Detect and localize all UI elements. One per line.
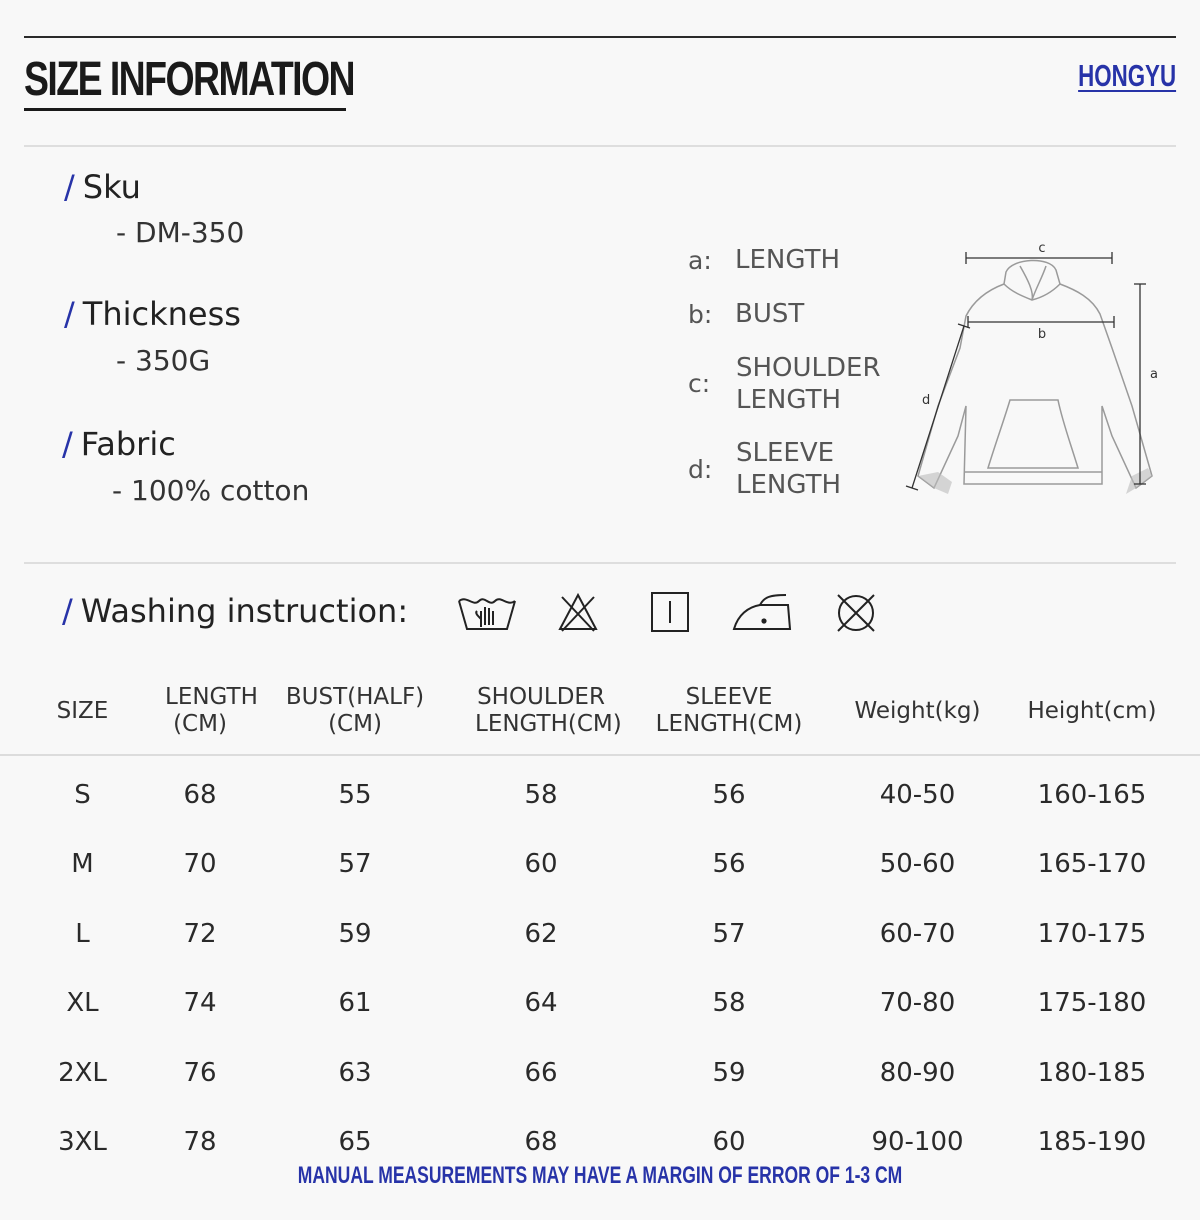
cell-shoulder: 58: [524, 779, 558, 810]
diagram-label-a: a: [1150, 367, 1158, 382]
cell-size: M: [71, 849, 94, 880]
legend-text-d: SLEEVE LENGTH: [736, 438, 842, 500]
cell-weight: 80-90: [879, 1057, 956, 1088]
cell-sleeve: 56: [712, 779, 746, 810]
table-row: [0, 830, 1200, 900]
legend-text-c: SHOULDER LENGTH: [736, 353, 881, 415]
col-header-sleeve: SLEEVE LENGTH(CM): [607, 668, 851, 755]
cell-bust: 61: [338, 988, 372, 1019]
col-header-shoulder: SHOULDER LENGTH(CM): [475, 668, 607, 755]
cell-shoulder: 62: [524, 918, 558, 949]
cell-bust: 57: [338, 849, 372, 880]
legend-key-d: d:: [688, 455, 713, 484]
cell-size: 2XL: [58, 1057, 107, 1088]
diagram-label-c: c: [1038, 241, 1046, 256]
table-row: [0, 1038, 1200, 1108]
cell-weight: 70-80: [879, 988, 956, 1019]
spec-sku-value: - DM-350: [116, 216, 245, 249]
title-underline: [24, 108, 346, 111]
legend-key-c: c:: [688, 369, 711, 398]
cell-shoulder: 64: [524, 988, 558, 1019]
cell-weight: 40-50: [879, 779, 956, 810]
legend-text-b: BUST: [735, 299, 805, 329]
spec-thickness-label: / Thickness: [64, 295, 241, 333]
legend-key-b: b:: [688, 300, 713, 329]
cell-size: XL: [66, 988, 99, 1019]
brand-logo: HONGYU: [1078, 58, 1176, 93]
cell-length: 72: [183, 918, 217, 949]
cell-bust: 59: [338, 918, 372, 949]
col-header-length: LENGTH (CM): [165, 668, 235, 755]
col-header-bust: BUST(HALF) (CM): [235, 668, 475, 755]
cell-height: 165-170: [1037, 849, 1147, 880]
measurement-disclaimer: MANUAL MEASUREMENTS MAY HAVE A MARGIN OF ERROR OF 1-3 CM: [297, 1162, 903, 1189]
cell-height: 170-175: [1037, 918, 1147, 949]
col-header-size: SIZE: [0, 668, 165, 755]
cell-bust: 63: [338, 1057, 372, 1088]
washing-instruction-label: / Washing instruction:: [62, 592, 409, 630]
cell-sleeve: 59: [712, 1057, 746, 1088]
cell-length: 76: [183, 1057, 217, 1088]
iron-low-icon: [730, 589, 794, 637]
diagram-label-d: d: [922, 393, 931, 408]
measurement-lines: [906, 252, 1146, 490]
cell-bust: 55: [338, 779, 372, 810]
table-row: [0, 755, 1200, 830]
cell-shoulder: 68: [524, 1127, 558, 1158]
cell-height: 160-165: [1037, 779, 1147, 810]
section-divider: [24, 145, 1176, 147]
cell-height: 180-185: [1037, 1057, 1147, 1088]
cell-height: 185-190: [1037, 1127, 1147, 1158]
diagram-label-b: b: [1037, 327, 1047, 342]
cell-length: 74: [183, 988, 217, 1019]
cell-size: 3XL: [58, 1127, 107, 1158]
section-divider: [24, 562, 1176, 564]
top-rule: [24, 36, 1176, 38]
cell-sleeve: 58: [712, 988, 746, 1019]
spec-sku-label: / Sku: [64, 168, 141, 206]
cell-weight: 90-100: [871, 1127, 964, 1158]
legend-key-a: a:: [688, 246, 712, 275]
cell-sleeve: 56: [712, 849, 746, 880]
col-header-height: Height(cm): [984, 668, 1200, 755]
spec-thickness-value: - 350G: [116, 344, 211, 377]
hoodie-outline: [918, 260, 1152, 488]
cell-weight: 50-60: [879, 849, 956, 880]
spec-fabric-label: / Fabric: [62, 425, 176, 463]
hoodie-measurement-diagram: [900, 236, 1170, 506]
table-row: [0, 969, 1200, 1039]
do-not-tumble-dry-icon: [824, 589, 888, 637]
cell-sleeve: 57: [712, 918, 746, 949]
legend-text-a: LENGTH: [735, 245, 841, 275]
cell-length: 70: [183, 849, 217, 880]
cell-length: 68: [183, 779, 217, 810]
cell-height: 175-180: [1037, 988, 1147, 1019]
col-header-weight: Weight(kg): [851, 668, 984, 755]
cell-shoulder: 66: [524, 1057, 558, 1088]
page-title: SIZE INFORMATION: [24, 53, 355, 106]
cell-shoulder: 60: [524, 849, 558, 880]
hang-dry-icon: [638, 589, 702, 637]
cell-size: L: [75, 918, 90, 949]
table-row: [0, 899, 1200, 969]
cell-weight: 60-70: [879, 918, 956, 949]
hand-wash-icon: [455, 589, 519, 637]
spec-fabric-value: - 100% cotton: [112, 474, 310, 507]
cell-sleeve: 60: [712, 1127, 746, 1158]
cell-length: 78: [183, 1127, 217, 1158]
cell-bust: 65: [338, 1127, 372, 1158]
do-not-bleach-icon: [546, 589, 610, 637]
size-table: [0, 668, 1200, 1177]
cell-size: S: [74, 779, 91, 810]
table-header-row: [0, 668, 1200, 755]
